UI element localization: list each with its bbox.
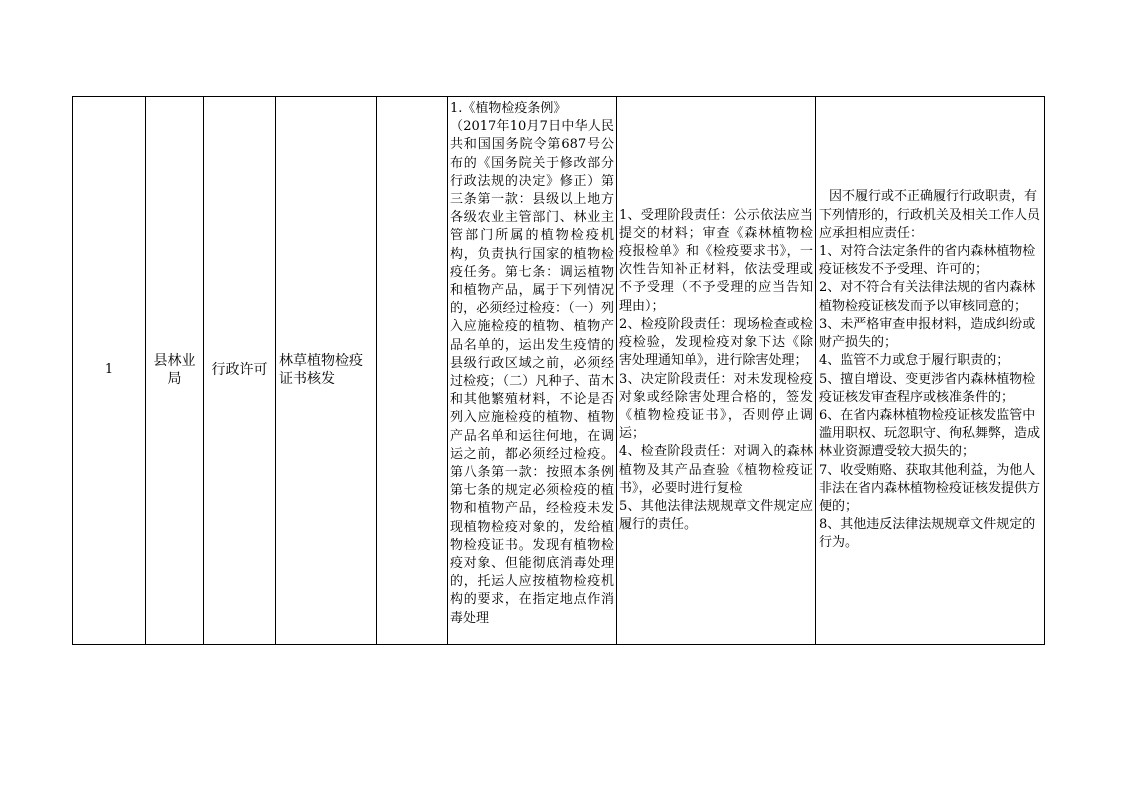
row-number: 1 bbox=[104, 362, 114, 378]
accountability-intro: 因不履行或不正确履行行政职责，有下列情形的，行政机关及相关工作人员应承担相应责任： bbox=[819, 189, 1041, 241]
basis-text bbox=[450, 100, 614, 628]
item-name: 林草植物检疫证书核发 bbox=[279, 352, 363, 387]
accountability-item: 7、收受贿赂、获取其他利益，为他人非法在省内森林植物检疫证核发提供方便的； bbox=[819, 462, 1041, 514]
basis-cell bbox=[448, 97, 617, 645]
accountability-item: 8、其他违反法律法规规章文件规定的行为。 bbox=[819, 517, 1036, 551]
basis-title: 1.《植物检疫条例》 bbox=[450, 101, 567, 116]
responsibility-item: 1、受理阶段责任：公示依法应当提交的材料；审查《森林植物检疫报检单》和《检疫要求书》，一次性告知补正材料，依法受理或不予受理（不予受理的应当告知理由）； bbox=[619, 207, 813, 314]
department-cell bbox=[146, 97, 204, 645]
category-name: 行政许可 bbox=[211, 361, 268, 378]
accountability-item: 6、在省内森林植物检疫证核发监管中滥用职权、玩忽职守、徇私舞弊，造成林业资源遭受较大损失的； bbox=[819, 407, 1041, 460]
basis-body: （2017年10月7日中华人民共和国国务院令第687号公布的《国务院关于修改部分行政法规的决定》修正）第三条第一款：县级以上地方各级农业主管部门、林业主管部门所属的植物检疫机构，负责执行国家的植物检疫任务。第七条：调运植物和植物产品，属于下列情况的，必须经过检疫：（一）列入应施检疫的植物、植物产品名单的，运出发生疫情的县级行政区域之前，必须经过检疫；（二）凡种子、苗木和其他繁殖材料，不论是否列入应施检疫的植物、植物产品名单和运往何地，在调运之前，都必须经过检疫。第八条第一款：按照本条例第七条的规定必须检疫的植物和植物产品，经检疫未发现植物检疫对象的，发给植物检疫证书。发现有植物检疫对象、但能彻底消毒处理的，托运人应按植物检疫机构的要求，在指定地点作消毒处理 bbox=[450, 119, 614, 626]
accountability-item: 2、对不符合有关法律法规的省内森林植物检疫证核发而予以审核同意的； bbox=[819, 280, 1036, 314]
responsibility-item: 3、决定阶段责任：对未发现检疫对象或经除害处理合格的，签发《植物检疫证书》，否则停止调运； bbox=[619, 371, 813, 442]
responsibility-cell bbox=[617, 97, 816, 645]
row-number-cell bbox=[73, 97, 146, 645]
accountability-text bbox=[816, 188, 1044, 552]
sub-item-cell bbox=[377, 97, 448, 645]
responsibility-item: 4、检查阶段责任：对调入的森林植物及其产品查验《植物检疫证书》，必要时进行复检 bbox=[619, 444, 813, 496]
accountability-item: 4、监管不力或怠于履行职责的； bbox=[819, 353, 1010, 369]
accountability-item: 1、对符合法定条件的省内森林植物检疫证核发不予受理、许可的； bbox=[819, 244, 1036, 278]
responsibility-text bbox=[617, 207, 815, 535]
basis-clip bbox=[448, 97, 616, 644]
accountability-item: 5、擅自增设、变更涉省内森林植物检疫证核发审查程序或核准条件的； bbox=[819, 371, 1036, 405]
item-name-cell bbox=[276, 97, 377, 645]
table-row bbox=[73, 97, 1045, 645]
accountability-item: 3、未严格审查申报材料，造成纠纷或财产损失的； bbox=[819, 316, 1036, 351]
responsibility-item: 2、检疫阶段责任：现场检查或检疫检验，发现检疫对象下达《除害处理通知单》，进行除害处理； bbox=[619, 316, 813, 369]
department-name: 县林业局 bbox=[153, 352, 196, 387]
responsibility-item: 5、其他法律法规规章文件规定应履行的责任。 bbox=[619, 498, 813, 533]
responsibility-table bbox=[72, 96, 1045, 645]
accountability-cell bbox=[816, 97, 1045, 645]
category-cell bbox=[204, 97, 276, 645]
